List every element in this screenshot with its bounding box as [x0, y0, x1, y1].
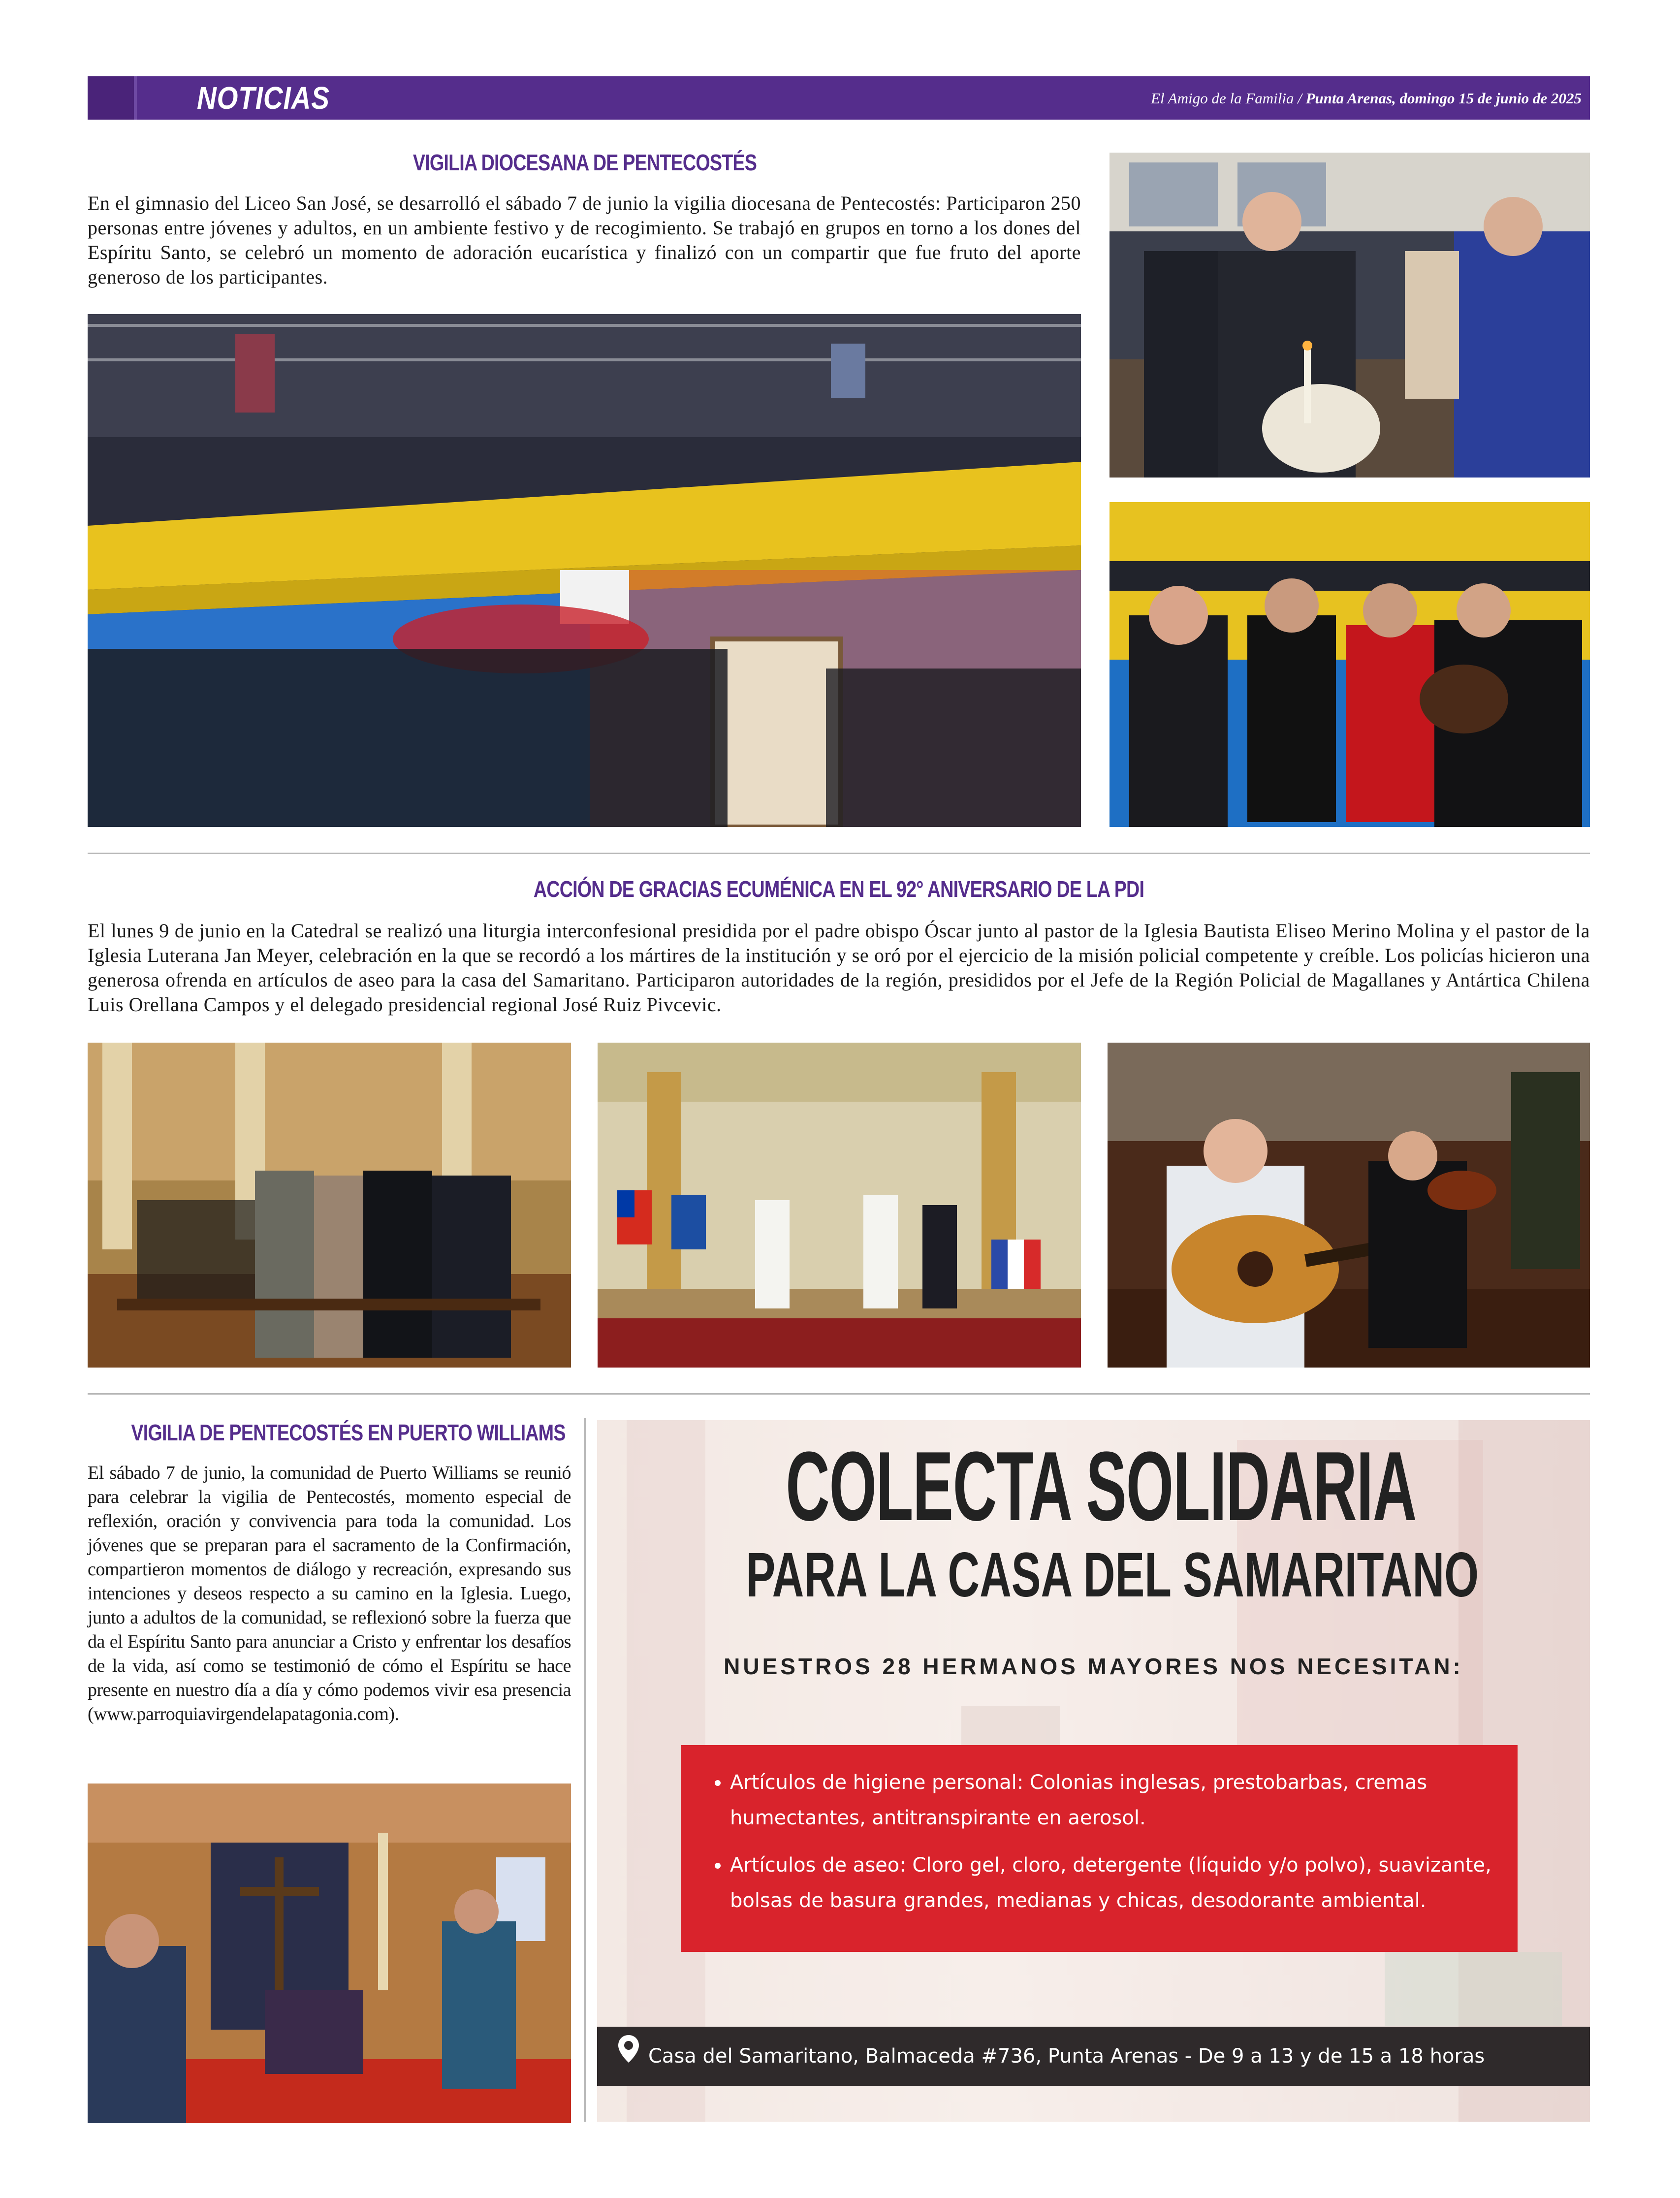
article1-title: VIGILIA DIOCESANA DE PENTECOSTÉS	[412, 150, 757, 175]
photo-candle-blessing	[1109, 153, 1590, 478]
banner-title-line1: COLECTA SOLIDARIA	[786, 1432, 1417, 1541]
photo-gym-vigil	[88, 314, 1081, 827]
donation-items-box	[681, 1745, 1518, 1952]
photo-cathedral-authorities	[88, 1043, 571, 1368]
article2-title: ACCIÓN DE GRACIAS ECUMÉNICA EN EL 92° ANIVERSARIO DE LA PDI	[533, 876, 1144, 902]
article3-title: VIGILIA DE PENTECOSTÉS EN PUERTO WILLIAMS	[131, 1420, 566, 1445]
donation-item: • Artículos de higiene personal: Colonias inglesas, prestobarbas, cremas humectantes, antitranspirante en aerosol.	[730, 1765, 1498, 1836]
publication-name: El Amigo de la Familia	[1151, 90, 1294, 107]
city-date: Punta Arenas, domingo 15 de junio de 2025	[1305, 90, 1582, 107]
donation-items-list	[710, 1765, 1498, 1918]
banner-title-line2: PARA LA CASA DEL SAMARITANO	[746, 1540, 1479, 1610]
location-pin-icon	[617, 2028, 640, 2087]
banner-footer-text: Casa del Samaritano, Balmaceda #736, Punta Arenas - De 9 a 13 y de 15 a 18 horas	[648, 2045, 1485, 2068]
photo-youth-musicians	[1109, 502, 1590, 827]
colecta-solidaria-banner	[597, 1420, 1590, 2122]
article2-body: El lunes 9 de junio en la Catedral se realizó una liturgia interconfesional presidida por el padre obispo Óscar junto al pastor de la Iglesia Bautista Eliseo Merino Molina y el pastor de la Iglesia Luterana Jan Meyer, celebración en la que se recordó a los mártires de la institución y se oró por el ejercicio de la misión policial competente y creíble. Los policías hicieron una generosa ofrenda en artículos de aseo para la casa del Samaritano. Participaron autoridades de la región, presididos por el Jefe de la Región Policial de Magallanes y Antártica Chilena Luis Orellana Campos y el delegado presidencial regional José Ruiz Pivcevic.	[88, 920, 1590, 1016]
donation-item: • Artículos de aseo: Cloro gel, cloro, detergente (líquido y/o polvo), suavizante, bolsas de basura grandes, medianas y chicas, desodorante ambiental.	[730, 1848, 1498, 1918]
publication-info	[1151, 88, 1582, 109]
section-title: NOTICIAS	[197, 80, 330, 116]
photo-cathedral-altar	[598, 1043, 1081, 1368]
photo-puerto-williams-chapel	[88, 1784, 571, 2123]
column-divider	[584, 1418, 586, 2122]
divider-rule-2	[88, 1393, 1590, 1395]
article3-body: El sábado 7 de junio, la comunidad de Puerto Williams se reunió para celebrar la vigilia de Pentecostés, momento especial de reflexión, oración y convivencia para toda la comunidad. Los jóvenes que se preparan para el sacramento de la Confirmación, compartieron momentos de diálogo y recreación, expresando sus intenciones y deseos respecto a su camino en la Iglesia. Luego, junto a adultos de la comunidad, se reflexionó sobre la fuerza que da el Espíritu Santo para anunciar a Cristo y enfrentar los desafíos de la vida, así como se testimonió de cómo el Espíritu se hace presente en nuestro día a día y cómo podemos vivir esa presencia (www.parroquiavirgendelapatagonia.com).	[88, 1463, 571, 1724]
info-separator: /	[1294, 90, 1306, 107]
banner-subtitle: NUESTROS 28 HERMANOS MAYORES NOS NECESITAN:	[724, 1654, 1463, 1679]
header-tab-accent	[88, 76, 137, 120]
article1-body: En el gimnasio del Liceo San José, se desarrolló el sábado 7 de junio la vigilia diocesana de Pentecostés: Participaron 250 personas entre jóvenes y adultos, en un ambiente festivo y de recogimiento. Se trabajó en grupos en torno a los dones del Espíritu Santo, se celebró un momento de adoración eucarística y finalizó con un compartir que fue fruto del aporte generoso de los participantes.	[88, 192, 1081, 288]
divider-rule	[88, 853, 1590, 854]
banner-footer	[597, 2027, 1590, 2086]
photo-guitar-violin	[1108, 1043, 1590, 1368]
